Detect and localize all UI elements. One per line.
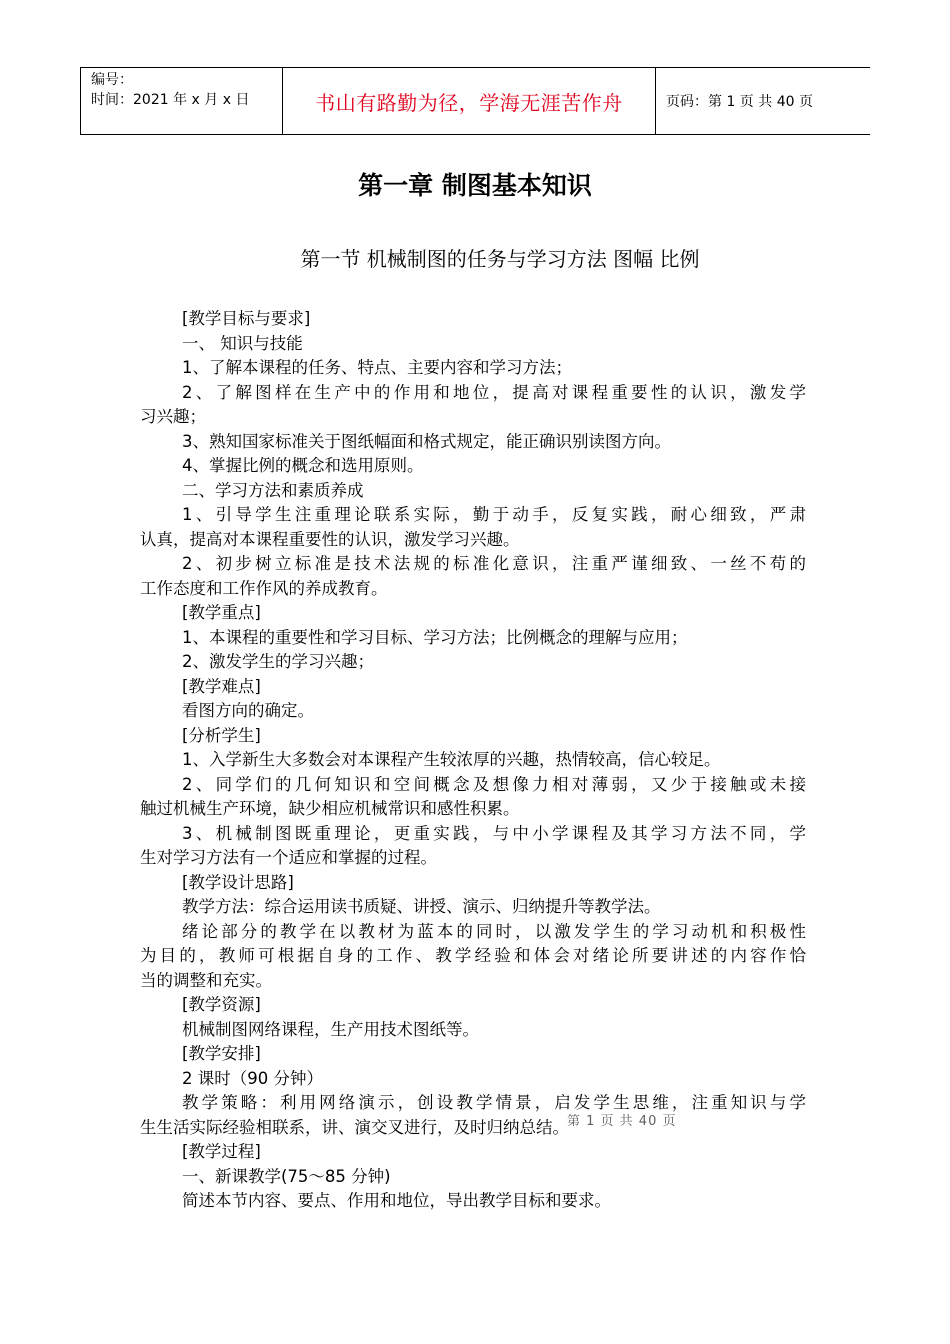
text-line: 机械制图网络课程，生产用技术图纸等。 [182, 1019, 479, 1039]
text-line: [教学设计思路] [182, 872, 294, 892]
text-line: [教学重点] [182, 603, 261, 622]
lesson-plan-body [140, 307, 806, 1214]
text-line: 1、本课程的重要性和学习目标、学习方法；比例概念的理解与应用； [182, 627, 688, 647]
document-number-label: 编号： [91, 72, 133, 88]
text-line: 2、初步树立标准是技术法规的标准化意识，注重严谨细致、一丝不苟的 [182, 554, 806, 573]
document-time-label: 时间：2021 年 x 月 x 日 [91, 92, 250, 108]
text-line: [教学过程] [182, 1142, 261, 1161]
text-line: [教学资源] [182, 995, 261, 1014]
text-line: [教学安排] [182, 1044, 261, 1063]
text-line: [教学目标与要求] [182, 309, 311, 328]
text-line: 触过机械生产环境，缺少相应机械常识和感性积累。 [140, 799, 520, 818]
text-line: 看图方向的确定。 [182, 701, 314, 720]
text-line: [教学难点] [182, 676, 261, 696]
text-line: 一、 知识与技能 [182, 333, 303, 353]
text-line: 2 课时（90 分钟） [182, 1068, 323, 1088]
text-line: 认真，提高对本课程重要性的认识，激发学习兴趣。 [140, 529, 520, 549]
text-line: 2、了解图样在生产中的作用和地位，提高对课程重要性的认识，激发学 [182, 382, 806, 402]
text-line: 当的调整和充实。 [140, 970, 272, 990]
text-line: 教学方法：综合运用读书质疑、讲授、演示、归纳提升等教学法。 [182, 897, 661, 916]
page-footer-overlay: 第 1 页 共 40 页 [567, 1114, 677, 1129]
header-meta-cell [81, 68, 283, 134]
text-line: 绪论部分的教学在以教材为蓝本的同时，以激发学生的学习动机和积极性 [182, 921, 806, 941]
section-title: 第一节 机械制图的任务与学习方法 图幅 比例 [300, 247, 700, 271]
text-line: 1、引导学生注重理论联系实际，勤于动手，反复实践，耐心细致，严肃 [182, 505, 806, 524]
page-info: 页码：第 1 页 共 40 页 [666, 94, 813, 110]
text-line: 教学策略：利用网络演示，创设教学情景，启发学生思维，注重知识与学 [182, 1093, 806, 1112]
text-line: 工作态度和工作作风的养成教育。 [140, 578, 388, 598]
text-line: 二、学习方法和素质养成 [182, 480, 364, 500]
motto-text: 书山有路勤为径，学海无涯苦作舟 [315, 90, 623, 115]
text-line: 习兴趣； [140, 407, 206, 426]
text-line: 2、同学们的几何知识和空间概念及想像力相对薄弱，又少于接触或未接 [182, 774, 806, 794]
text-line: 1、入学新生大多数会对本课程产生较浓厚的兴趣，热情较高，信心较足。 [182, 750, 721, 769]
header-page-cell [656, 68, 870, 134]
text-line: 一、新课教学(75～85 分钟) [182, 1166, 391, 1186]
text-line: 1、了解本课程的任务、特点、主要内容和学习方法； [182, 358, 572, 377]
document-header-table [80, 67, 870, 135]
text-line: 为目的，教师可根据自身的工作、教学经验和体会对绪论所要讲述的内容作恰 [140, 946, 806, 965]
chapter-title: 第一章 制图基本知识 [358, 171, 592, 200]
text-line: 简述本节内容、要点、作用和地位，导出教学目标和要求。 [182, 1191, 611, 1210]
text-line: 3、熟知国家标准关于图纸幅面和格式规定，能正确识别读图方向。 [182, 431, 671, 451]
text-line: [分析学生] [182, 725, 261, 745]
text-line: 生生活实际经验相联系，讲、演交叉进行，及时归纳总结。 [140, 1117, 569, 1137]
text-line: 3、机械制图既重理论，更重实践，与中小学课程及其学习方法不同，学 [182, 823, 806, 843]
text-line: 2、激发学生的学习兴趣； [182, 652, 374, 671]
text-line: 4、掌握比例的概念和选用原则。 [182, 456, 424, 475]
text-line: 生对学习方法有一个适应和掌握的过程。 [140, 848, 437, 867]
header-motto-cell [283, 68, 656, 134]
